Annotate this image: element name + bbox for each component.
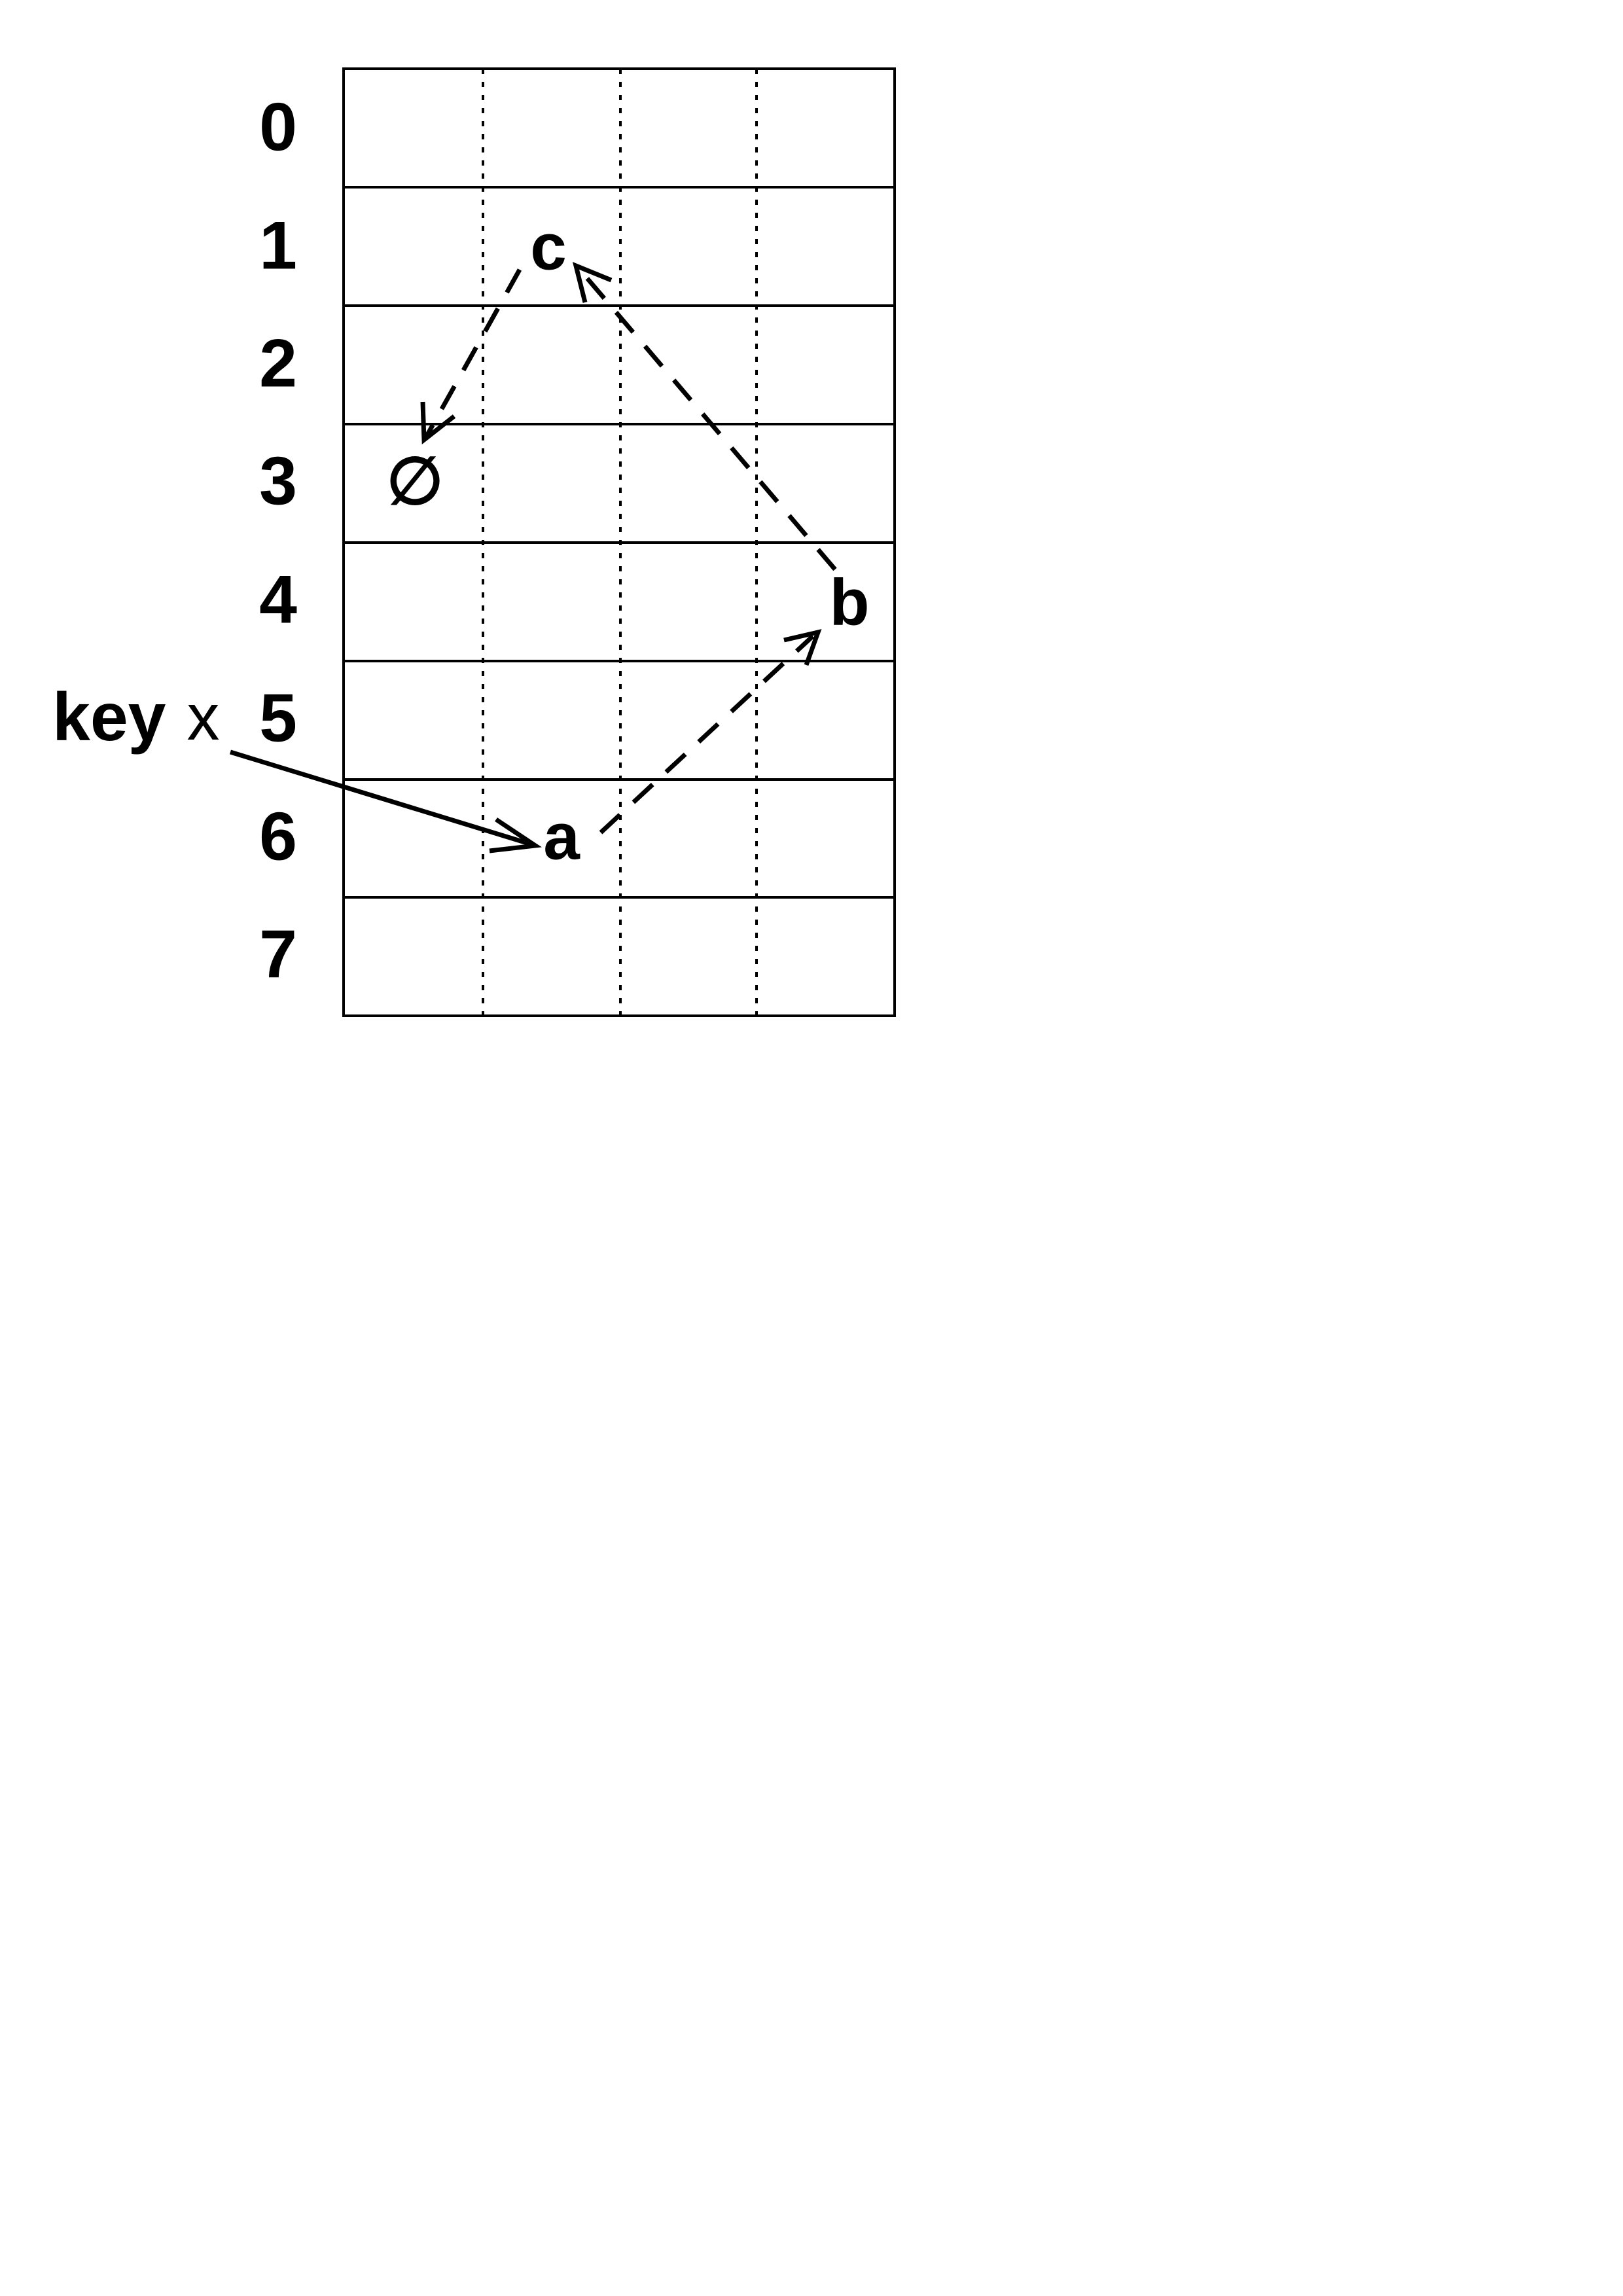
b-to-c-arrow [580,270,835,569]
row-label-6: 6 [259,798,297,875]
row-label-0: 0 [259,89,297,166]
row-label-3: 3 [259,443,297,520]
key-word: key [52,679,166,756]
row-label-2: 2 [259,325,297,402]
row-label-1: 1 [259,207,297,284]
row-label-7: 7 [259,916,297,993]
row-labels [259,89,297,992]
arrows [230,266,835,851]
null-symbol: ∅ [386,444,444,518]
node-b: b [829,565,870,639]
key-label [52,679,220,755]
hash-table [344,69,895,1016]
row-label-4: 4 [259,562,297,638]
c-to-null-arrow [427,270,520,436]
a-to-b-arrow [601,636,813,833]
key-variable: x [187,681,220,755]
node-c: c [530,210,567,284]
row-label-5: 5 [259,680,297,757]
node-a: a [543,800,580,874]
